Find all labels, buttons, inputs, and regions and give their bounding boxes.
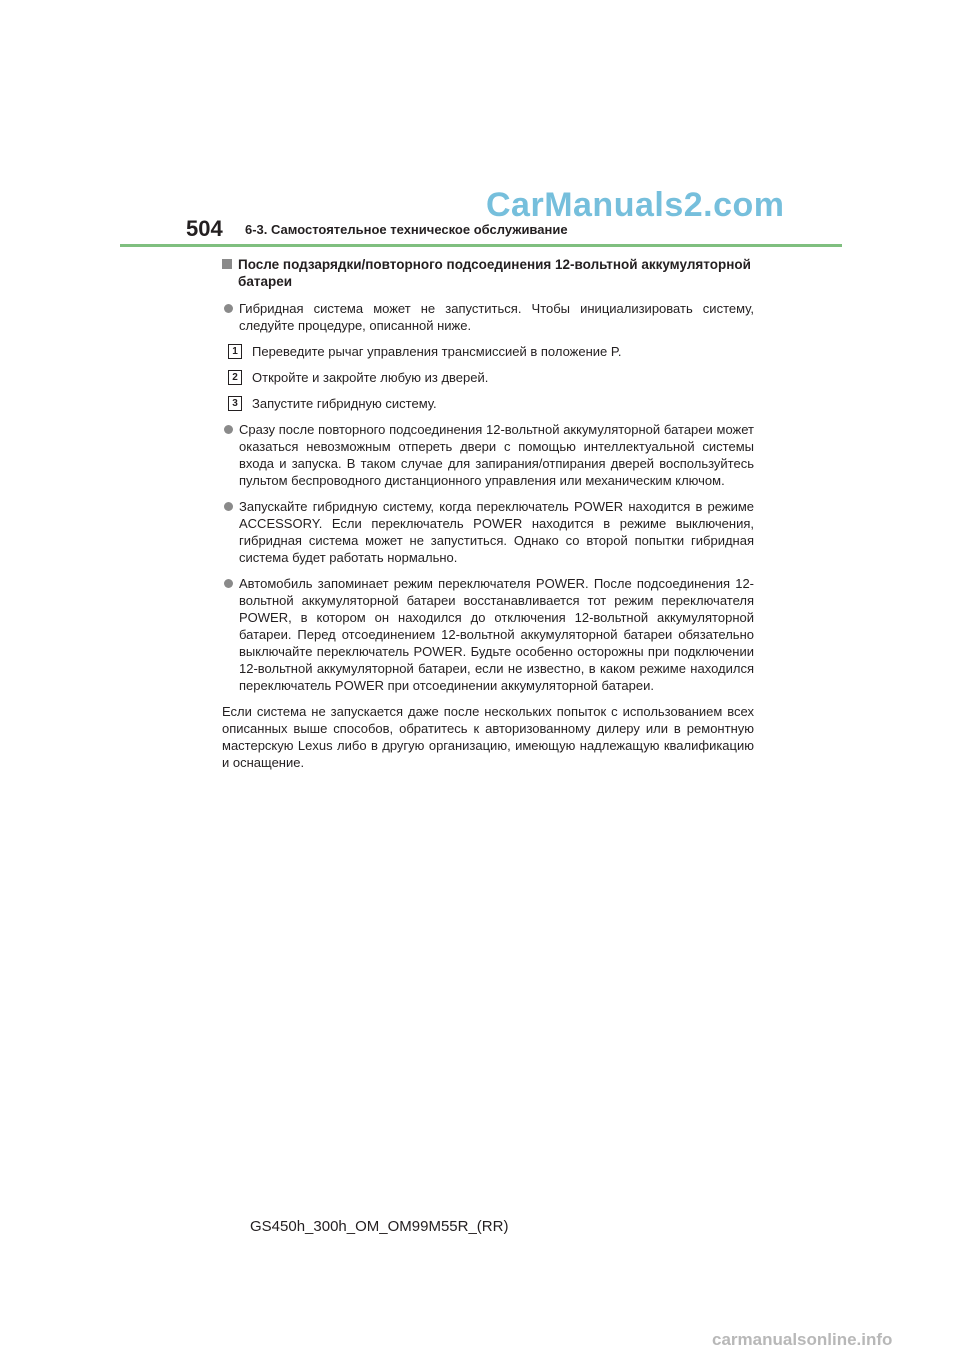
bullet-item <box>222 498 754 566</box>
step-item <box>228 395 754 412</box>
bullet-text: Сразу после повторного подсоединения 12-вольтной аккумуляторной батареи может оказаться невозможным отпереть двери с помощью интеллектуальной системы входа и запуска. В таком случае для запирания/отпирания дверей воспользуйтесь пультом беспроводного дистанционного управления или механическим ключом. <box>239 422 754 488</box>
header-rule <box>120 244 842 247</box>
step-number-icon: 3 <box>228 396 242 411</box>
bullet-text: Запускайте гибридную систему, когда переключатель POWER находится в режиме ACCESSORY. Если переключатель POWER находится в режиме выключения, гибридная система может не запуститься. Однако со второй попытки гибридная система будет работать нормально. <box>239 499 754 565</box>
section-title: 6-3. Самостоятельное техническое обслуживание <box>245 222 568 237</box>
circle-bullet-icon <box>224 425 233 434</box>
watermark-top: CarManuals2.com <box>486 186 785 224</box>
step-item <box>228 343 754 360</box>
bullet-item <box>222 575 754 694</box>
footer-document-code: GS450h_300h_OM_OM99M55R_(RR) <box>250 1218 509 1235</box>
step-text: Запустите гибридную систему. <box>252 396 437 411</box>
step-number-icon: 1 <box>228 344 242 359</box>
step-number-icon: 2 <box>228 370 242 385</box>
circle-bullet-icon <box>224 579 233 588</box>
bullet-item <box>222 300 754 334</box>
step-text: Переведите рычаг управления трансмиссией в положение P. <box>252 344 622 359</box>
square-bullet-icon <box>222 259 232 269</box>
page-number: 504 <box>186 216 223 241</box>
step-item <box>228 369 754 386</box>
bullet-item <box>222 421 754 489</box>
content <box>222 256 754 771</box>
heading-text: После подзарядки/повторного подсоединения 12-вольтной аккумуляторной батареи <box>238 257 751 289</box>
bullet-text: Автомобиль запоминает режим переключателя POWER. После подсоединения 12-вольтной аккумуляторной батареи восстанавливается тот режим переключателя POWER, в котором он находился до отключения 12-вольтной аккумуляторной батареи. Перед отсоединением 12-вольтной аккумуляторной батареи обязательно выключайте переключатель POWER. Будьте особенно осторожны при подключении 12-вольтной аккумуляторной батареи, если не известно, в каком режиме находился переключатель POWER при отсоединении аккумуляторной батареи. <box>239 576 754 693</box>
watermark-bottom: carmanualsonline.info <box>712 1330 893 1349</box>
step-text: Откройте и закройте любую из дверей. <box>252 370 489 385</box>
circle-bullet-icon <box>224 304 233 313</box>
closing-paragraph: Если система не запускается даже после нескольких попыток с использованием всех описанных выше способов, обратитесь к авторизованному дилеру или в ремонтную мастерскую Lexus либо в другую организацию, имеющую надлежащую квалификацию и оснащение. <box>222 704 754 770</box>
circle-bullet-icon <box>224 502 233 511</box>
bullet-text: Гибридная система может не запуститься. Чтобы инициализировать систему, следуйте процедуре, описанной ниже. <box>239 301 754 333</box>
section-heading <box>222 256 754 290</box>
